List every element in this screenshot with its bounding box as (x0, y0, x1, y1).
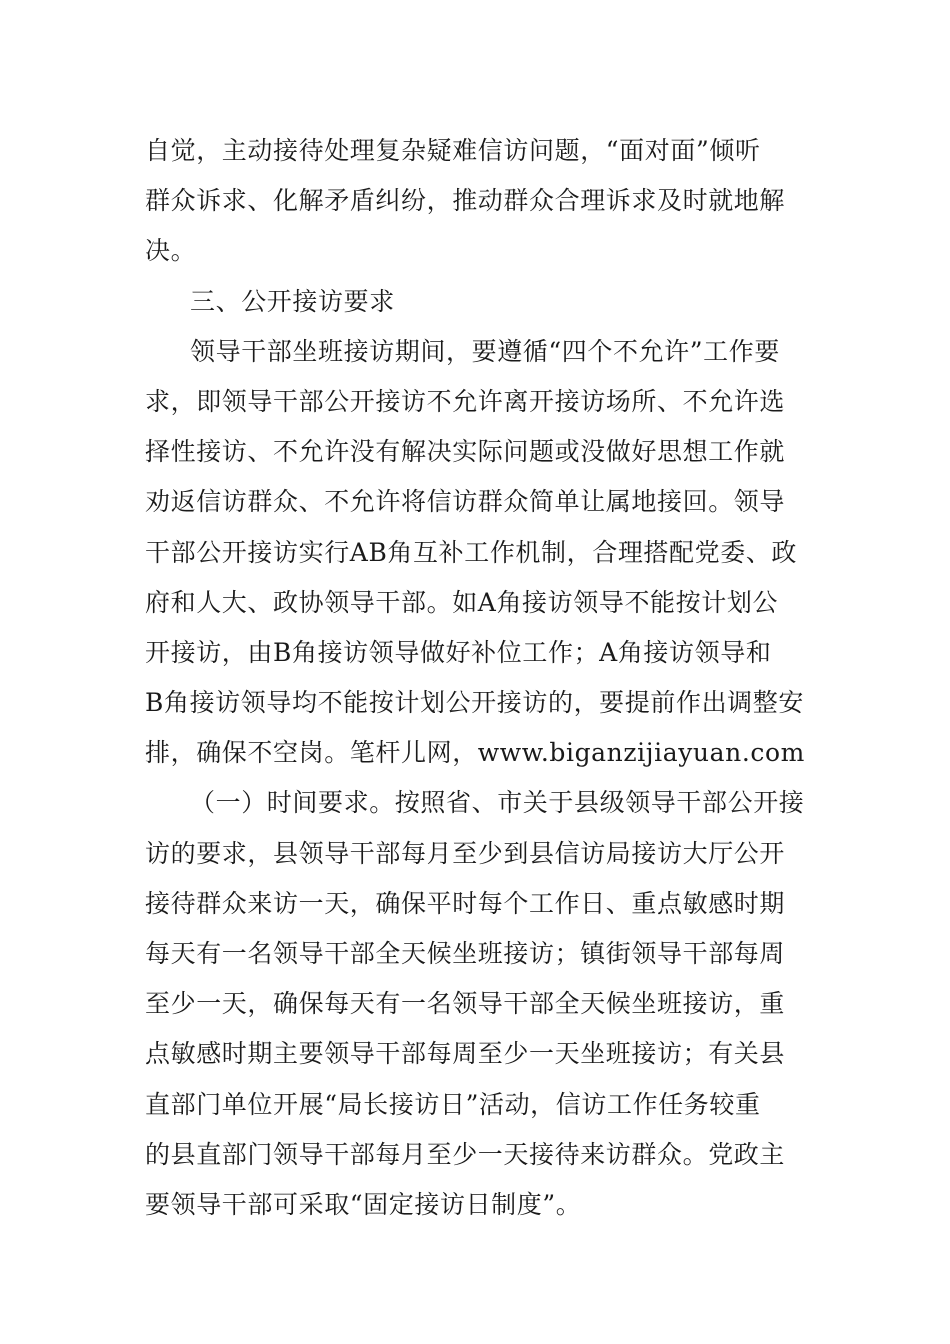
text-line: 决。 (145, 236, 197, 266)
text-line: 接待群众来访一天，确保平时每个工作日、重点敏感时期 (145, 888, 786, 918)
text-line: 群众诉求、化解矛盾纠纷，推动群众合理诉求及时就地解 (145, 186, 786, 216)
text-line: 直部门单位开展“局长接访日”活动，信访工作任务较重 (145, 1089, 761, 1119)
text-line: B角接访领导均不能按计划公开接访的，要提前作出调整安 (145, 688, 804, 718)
text-line: 劝返信访群众、不允许将信访群众简单让属地接回。领导 (145, 487, 786, 517)
paragraph-start: 领导干部坐班接访期间，要遵循“四个不允许”工作要 (190, 336, 780, 366)
text-line: 干部公开接访实行AB角互补工作机制，合理搭配党委、政 (145, 537, 798, 567)
text-line: 开接访，由B角接访领导做好补位工作；A角接访领导和 (145, 637, 772, 667)
text-line: 排，确保不空岗。笔杆儿网，www.biganzijiayuan.com (145, 738, 805, 768)
document-body (145, 126, 815, 1230)
text-line: 每天有一名领导干部全天候坐班接访；镇街领导干部每周 (145, 939, 786, 968)
text-line: 要领导干部可采取“固定接访日制度”。 (145, 1189, 582, 1219)
text-line: 访的要求，县领导干部每月至少到县信访局接访大厅公开 (145, 838, 786, 868)
text-line: 自觉，主动接待处理复杂疑难信访问题，“面对面”倾听 (145, 136, 761, 165)
text-line: 至少一天，确保每天有一名领导干部全天候坐班接访，重 (145, 989, 786, 1019)
text-line: 择性接访、不允许没有解决实际问题或没做好思想工作就 (145, 437, 786, 467)
subsection-paragraph-start: （一）时间要求。按照省、市关于县级领导干部公开接 (190, 788, 805, 818)
text-line: 的县直部门领导干部每月至少一天接待来访群众。党政主 (145, 1139, 786, 1169)
text-line: 求，即领导干部公开接访不允许离开接访场所、不允许选 (145, 386, 786, 416)
text-line: 点敏感时期主要领导干部每周至少一天坐班接访；有关县 (145, 1039, 786, 1069)
text-line: 府和人大、政协领导干部。如A角接访领导不能按计划公 (145, 587, 779, 617)
section-heading: 三、公开接访要求 (190, 286, 395, 316)
